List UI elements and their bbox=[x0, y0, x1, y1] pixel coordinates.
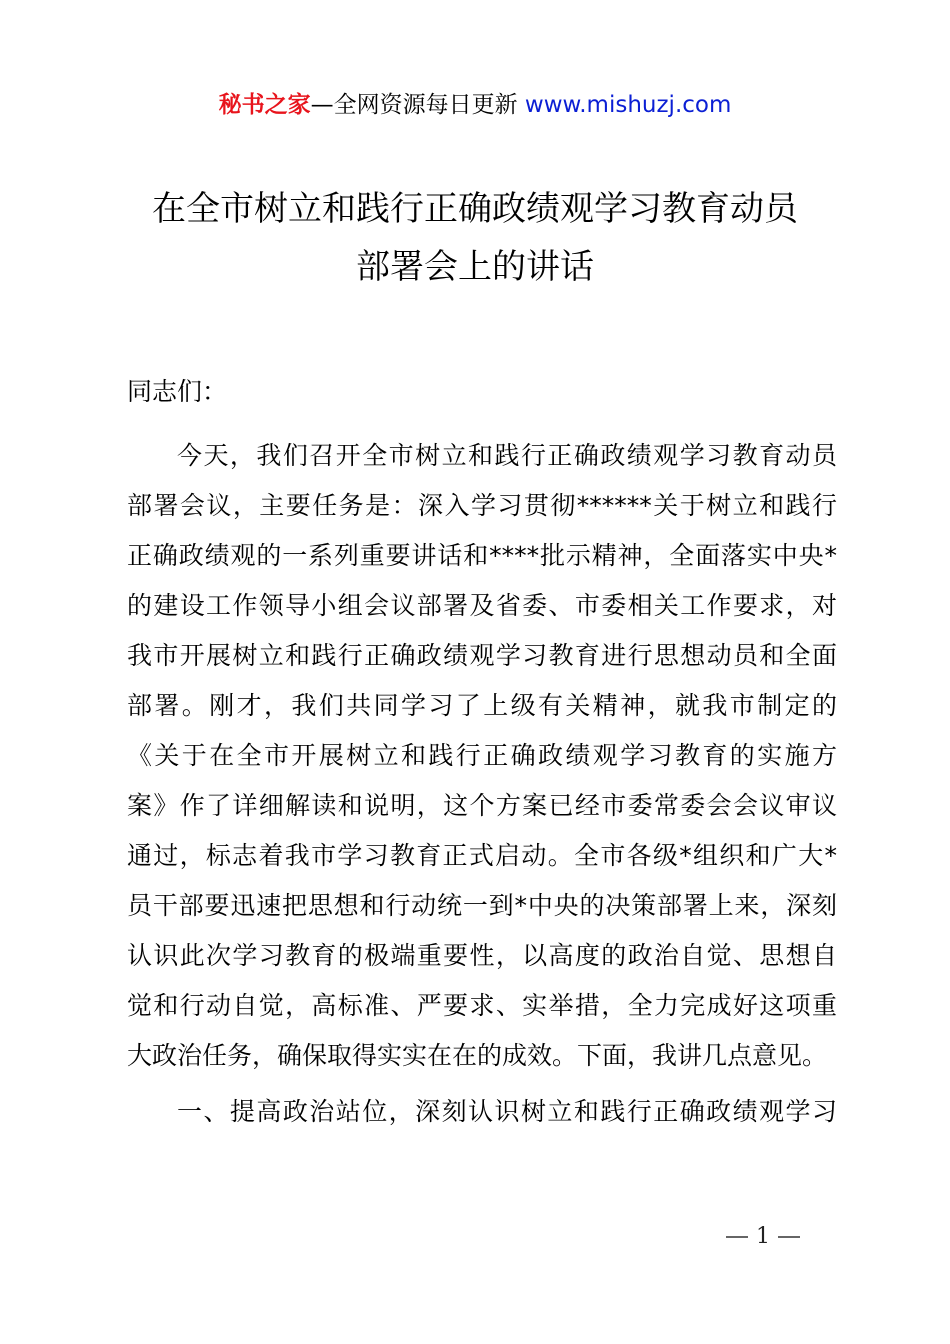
site-url-link[interactable]: www.mishuzj.com bbox=[524, 92, 732, 118]
paragraph-line: 大政治任务，确保取得实实在在的成效。下面，我讲几点意见。 bbox=[127, 1041, 828, 1070]
page-number bbox=[718, 1222, 808, 1252]
paragraph-line: 正确政绩观的一系列重要讲话和****批示精神，全面落实中央* bbox=[127, 541, 837, 570]
paragraph-line: 部署会议，主要任务是：深入学习贯彻******关于树立和践行 bbox=[127, 491, 837, 520]
page-number-value: 1 bbox=[756, 1224, 770, 1249]
opening-paragraph bbox=[127, 436, 837, 1086]
dash-decoration bbox=[726, 1236, 748, 1238]
salutation: 同志们： bbox=[127, 377, 228, 406]
document-title bbox=[0, 180, 950, 296]
paragraph-line: 部署。刚才，我们共同学习了上级有关精神，就我市制定的 bbox=[127, 691, 837, 720]
dash-decoration bbox=[778, 1236, 800, 1238]
section-heading: 一、提高政治站位，深刻认识树立和践行正确政绩观学习 bbox=[177, 1097, 837, 1126]
paragraph-line: 通过，标志着我市学习教育正式启动。全市各级*组织和广大* bbox=[127, 841, 837, 870]
brand-name: 秘书之家 bbox=[218, 92, 311, 118]
paragraph-line: 《关于在全市开展树立和践行正确政绩观学习教育的实施方 bbox=[127, 741, 837, 770]
title-line: 在全市树立和践行正确政绩观学习教育动员 bbox=[152, 189, 798, 229]
site-banner bbox=[0, 88, 950, 122]
paragraph-line: 案》作了详细解读和说明，这个方案已经市委常委会会议审议 bbox=[127, 791, 837, 820]
title-line: 部署会上的讲话 bbox=[356, 247, 594, 287]
paragraph-line: 员干部要迅速把思想和行动统一到*中央的决策部署上来，深刻 bbox=[127, 891, 837, 920]
paragraph-line: 今天，我们召开全市树立和践行正确政绩观学习教育动员 bbox=[177, 441, 837, 470]
paragraph-line: 认识此次学习教育的极端重要性，以高度的政治自觉、思想自 bbox=[127, 941, 837, 970]
banner-slogan: —全网资源每日更新 bbox=[310, 92, 518, 118]
paragraph-line: 觉和行动自觉，高标准、严要求、实举措，全力完成好这项重 bbox=[127, 991, 837, 1020]
paragraph-line: 我市开展树立和践行正确政绩观学习教育进行思想动员和全面 bbox=[127, 641, 837, 670]
paragraph-line: 的建设工作领导小组会议部署及省委、市委相关工作要求，对 bbox=[127, 591, 837, 620]
